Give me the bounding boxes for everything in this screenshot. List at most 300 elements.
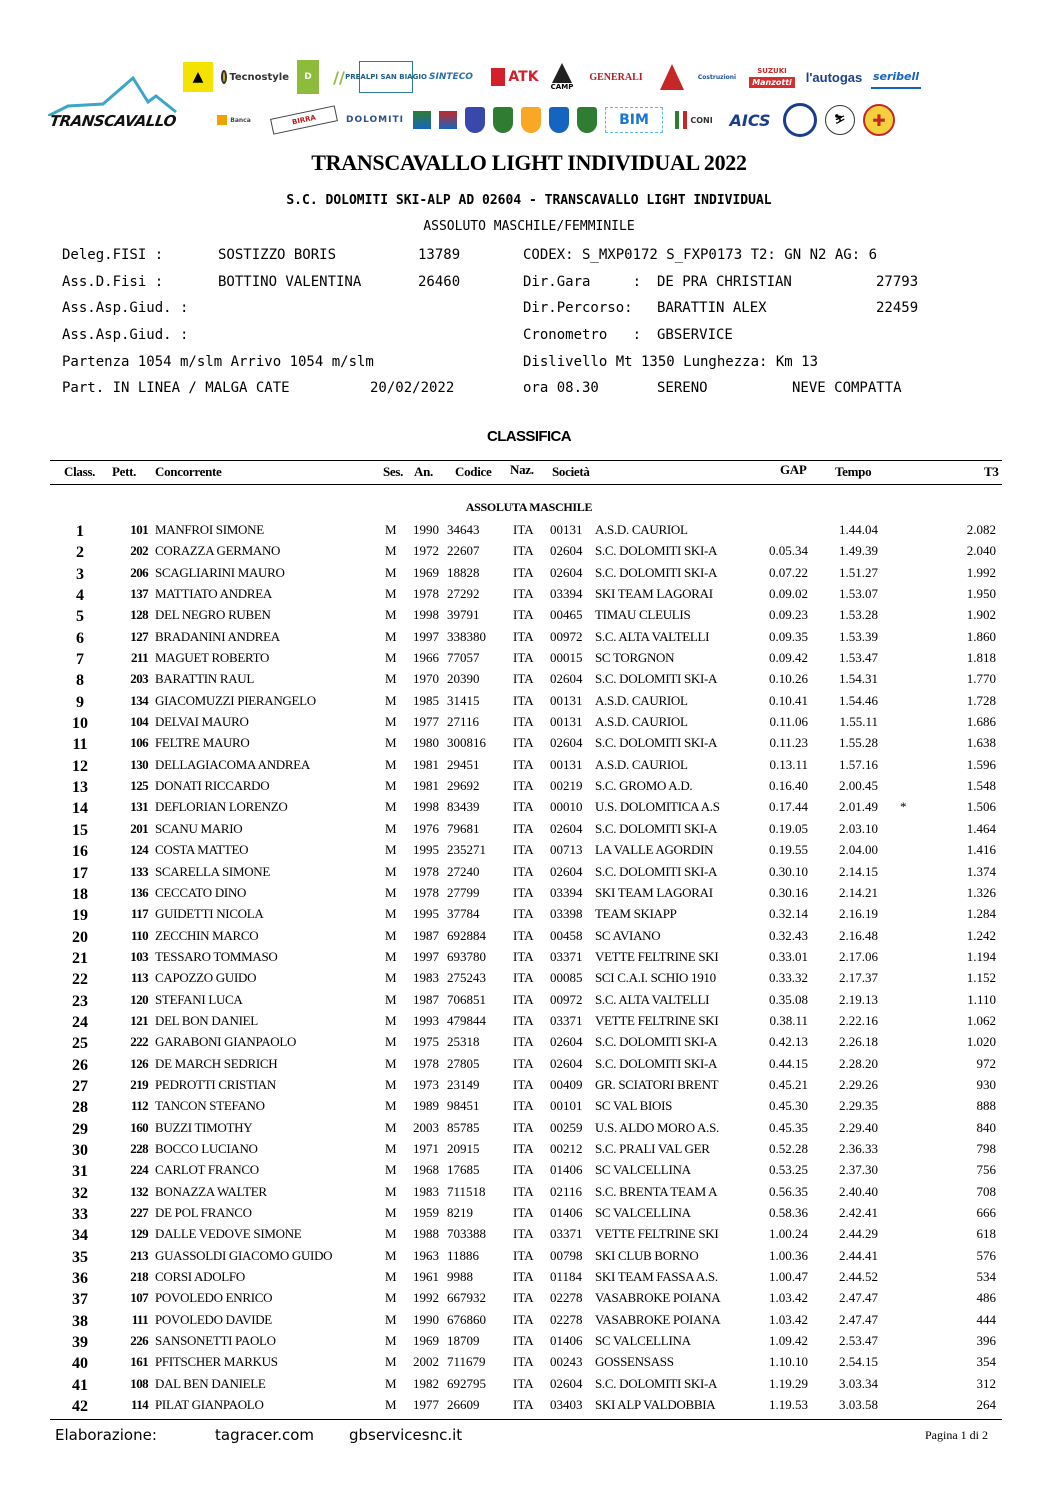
fisi-code: 338380 — [447, 628, 486, 644]
col-pett: Pett. — [112, 464, 137, 479]
bib: 129 — [130, 1226, 148, 1242]
rank: 29 — [72, 1120, 88, 1138]
birth-year: 1976 — [413, 820, 439, 836]
nation: ITA — [513, 543, 534, 559]
comune-coat-of-arms-icon — [493, 107, 513, 133]
athlete-name: CAPOZZO GUIDO — [155, 970, 257, 986]
gap: 0.44.15 — [769, 1055, 808, 1071]
fischer-logo: ▲ — [183, 62, 213, 92]
fisi-code: 27116 — [447, 714, 480, 730]
rank: 12 — [72, 757, 88, 775]
sex: M — [385, 1354, 397, 1370]
fisi-code: 29692 — [447, 778, 480, 794]
nation: ITA — [513, 820, 534, 836]
gap: 1.09.42 — [769, 1333, 808, 1349]
fisi-code: 18828 — [447, 564, 480, 580]
time: 2.14.21 — [839, 884, 878, 900]
rank: 14 — [72, 800, 88, 818]
gap: 0.16.40 — [769, 778, 808, 794]
rank: 9 — [76, 693, 84, 711]
club-code: 01406 — [550, 1205, 583, 1220]
sex: M — [385, 1269, 397, 1285]
club-name: SC TORGNON — [595, 650, 675, 666]
club-name: SC VAL BIOIS — [595, 1098, 673, 1114]
sex: M — [385, 906, 397, 922]
gap: 0.33.01 — [769, 948, 808, 964]
club-code: 02604 — [550, 1375, 583, 1391]
sex: M — [385, 1247, 397, 1263]
nation: ITA — [513, 522, 534, 537]
rank: 38 — [72, 1312, 88, 1330]
t3-points: 1.152 — [966, 970, 996, 986]
fisi-code: 77057 — [447, 650, 480, 666]
fisi-code: 692884 — [447, 927, 486, 943]
asp-giud-label-2: Ass.Asp.Giud. : — [62, 327, 189, 343]
club-code: 03403 — [550, 1397, 583, 1413]
bib: 111 — [131, 1311, 148, 1327]
bib: 114 — [131, 1397, 148, 1413]
club-code: 03371 — [550, 1226, 583, 1242]
club-code: 00798 — [550, 1247, 583, 1263]
t3-points: 1.686 — [966, 714, 996, 730]
birth-year: 1981 — [413, 756, 439, 772]
table-row — [0, 1267, 1058, 1288]
table-row — [0, 1118, 1058, 1139]
nation: ITA — [513, 1397, 534, 1413]
fisi-code: 703388 — [447, 1226, 486, 1242]
sex: M — [385, 842, 397, 858]
sex: M — [385, 1226, 397, 1242]
athlete-name: TESSARO TOMMASO — [155, 948, 278, 964]
fisi-code: 37784 — [447, 906, 480, 922]
gap: 1.00.24 — [769, 1226, 808, 1242]
gap: 0.17.44 — [769, 799, 808, 815]
rank: 11 — [72, 736, 88, 754]
table-row — [0, 1288, 1058, 1309]
sex: M — [385, 991, 397, 1007]
club-code: 00458 — [550, 927, 583, 943]
rank: 26 — [72, 1056, 88, 1074]
dirpercorso-label: Dir.Percorso: — [523, 300, 633, 316]
asp-giud-label-1: Ass.Asp.Giud. : — [62, 300, 189, 316]
birth-year: 1975 — [413, 1034, 439, 1050]
gap: 0.32.43 — [769, 927, 808, 943]
club-name: SC VALCELLINA — [595, 1333, 691, 1349]
club-code: 00085 — [550, 970, 583, 986]
t3-points: 354 — [976, 1354, 996, 1370]
club-code: 00010 — [550, 799, 583, 815]
fisi-code: 9988 — [447, 1269, 473, 1285]
club-name: GOSSENSASS — [595, 1354, 674, 1370]
rank: 6 — [76, 629, 84, 647]
gap: 0.42.13 — [769, 1034, 808, 1050]
costruzioni-logo: Costruzioni — [697, 73, 737, 81]
rank: 16 — [72, 843, 88, 861]
nation: ITA — [513, 1055, 534, 1071]
time: 2.28.20 — [839, 1055, 878, 1071]
t3-points: 1.638 — [966, 735, 996, 751]
t3-points: 1.992 — [966, 564, 996, 580]
sex: M — [385, 586, 397, 602]
time: 2.47.47 — [839, 1311, 878, 1327]
athlete-name: MAGUET ROBERTO — [155, 650, 270, 666]
athlete-name: DE POL FRANCO — [155, 1205, 252, 1220]
athlete-name: BOCCO LUCIANO — [155, 1140, 258, 1156]
birth-year: 1987 — [413, 927, 439, 943]
nation: ITA — [513, 1226, 534, 1242]
club-code: 02604 — [550, 863, 583, 879]
club-name: U.S. DOLOMITICA A.S — [595, 799, 720, 815]
table-row — [0, 1160, 1058, 1181]
club-name: SKI TEAM LAGORAI — [595, 586, 713, 602]
birth-year: 1970 — [413, 671, 439, 687]
birth-year: 1973 — [413, 1076, 439, 1092]
athlete-name: DALLE VEDOVE SIMONE — [155, 1226, 302, 1242]
club-name: VASABROKE POIANA — [595, 1311, 721, 1327]
t3-points: 1.416 — [966, 842, 996, 858]
athlete-name: DEL BON DANIEL — [155, 1012, 258, 1028]
birth-year: 1988 — [413, 1226, 439, 1242]
sex: M — [385, 948, 397, 964]
table-row — [0, 840, 1058, 861]
table-row — [0, 669, 1058, 690]
bib: 131 — [130, 799, 148, 815]
bib: 107 — [130, 1290, 148, 1306]
table-row — [0, 1374, 1058, 1395]
sex: M — [385, 1098, 397, 1114]
table-row — [0, 862, 1058, 883]
bib: 132 — [130, 1183, 148, 1199]
bib: 124 — [130, 842, 148, 858]
gap: 0.05.34 — [769, 543, 808, 559]
birth-year: 1997 — [413, 628, 439, 644]
club-code: 02604 — [550, 564, 583, 580]
sex: M — [385, 970, 397, 986]
footer-site-tagracer[interactable]: tagracer.com — [215, 1426, 315, 1444]
bib: 108 — [130, 1375, 148, 1391]
gap: 0.53.25 — [769, 1162, 808, 1178]
col-naz: Naz. — [510, 462, 534, 477]
regione-logo — [439, 111, 457, 129]
t3-points: 1.596 — [966, 756, 996, 772]
footer-elaborazione: Elaborazione: — [55, 1426, 157, 1444]
nation: ITA — [513, 756, 534, 772]
table-row — [0, 1331, 1058, 1352]
gap: 0.30.10 — [769, 863, 808, 879]
fisi-code: 79681 — [447, 820, 480, 836]
deleg-label: Deleg.FISI : — [62, 247, 164, 263]
dolomiti-logo: DOLOMITI — [346, 115, 404, 125]
fisi-code: 667932 — [447, 1290, 486, 1306]
athlete-name: SCANU MARIO — [155, 820, 243, 836]
gap: 0.45.35 — [769, 1119, 808, 1135]
athlete-name: SCAGLIARINI MAURO — [155, 564, 285, 580]
club-code: 02278 — [550, 1290, 583, 1306]
table-row — [0, 1395, 1058, 1416]
t3-points: 708 — [976, 1183, 996, 1199]
sex: M — [385, 884, 397, 900]
fisi-code: 20390 — [447, 671, 480, 687]
t3-points: 756 — [976, 1162, 996, 1178]
sex: M — [385, 927, 397, 943]
dirgara-label: Dir.Gara : — [523, 274, 642, 290]
time: 2.19.13 — [839, 991, 878, 1007]
nation: ITA — [513, 1162, 534, 1178]
fisi-code: 235271 — [447, 842, 486, 858]
comune-coat-of-arms-icon — [577, 107, 597, 133]
birth-year: 1990 — [413, 522, 439, 537]
race-subtitle: S.C. DOLOMITI SKI-ALP AD 02604 - TRANSCAVALLO LIGHT INDIVIDUAL — [286, 193, 772, 208]
bib: 117 — [131, 906, 148, 922]
bib: 203 — [130, 671, 148, 687]
club-code: 00131 — [550, 714, 583, 730]
rank: 4 — [76, 587, 84, 605]
fisi-code: 29451 — [447, 756, 480, 772]
club-code: 02116 — [550, 1183, 583, 1199]
rank: 35 — [72, 1248, 88, 1266]
sex: M — [385, 543, 397, 559]
time: 1.53.47 — [839, 650, 878, 666]
sex: M — [385, 692, 397, 708]
nation: ITA — [513, 607, 534, 623]
bib: 137 — [130, 586, 148, 602]
gap: 0.30.16 — [769, 884, 808, 900]
bib: 101 — [130, 522, 148, 537]
birth-year: 1963 — [413, 1247, 439, 1263]
rank: 34 — [72, 1227, 88, 1245]
fisi-code: 275243 — [447, 970, 486, 986]
sex: M — [385, 714, 397, 730]
fisi-code: 300816 — [447, 735, 486, 751]
category-subtitle: ASSOLUTO MASCHILE/FEMMINILE — [423, 219, 635, 234]
nation: ITA — [513, 1333, 534, 1349]
club-name: TEAM SKIAPP — [595, 906, 677, 922]
athlete-name: CORAZZA GERMANO — [155, 543, 281, 559]
nation: ITA — [513, 1247, 534, 1263]
fisi-code: 711518 — [447, 1183, 486, 1199]
athlete-name: MANFROI SIMONE — [155, 522, 264, 537]
rank: 41 — [72, 1376, 88, 1394]
table-row — [0, 883, 1058, 904]
fisi-code: 27240 — [447, 863, 480, 879]
t3-points: 486 — [976, 1290, 996, 1306]
athlete-name: MATTIATO ANDREA — [155, 586, 272, 602]
fisi-code: 693780 — [447, 948, 486, 964]
table-row — [0, 1224, 1058, 1245]
time: 2.29.40 — [839, 1119, 878, 1135]
fisi-code: 676860 — [447, 1311, 486, 1327]
club-code: 03394 — [550, 586, 583, 602]
gap: 0.58.36 — [769, 1205, 808, 1220]
club-code: 00259 — [550, 1119, 583, 1135]
time: 1.57.16 — [839, 756, 878, 772]
table-row — [0, 1203, 1058, 1224]
nation: ITA — [513, 692, 534, 708]
club-name: S.C. GROMO A.D. — [595, 778, 693, 794]
table-row — [0, 733, 1058, 754]
col-concorrente: Concorrente — [155, 464, 222, 479]
fisi-code: 27799 — [447, 884, 480, 900]
table-row — [0, 648, 1058, 669]
deleg-code: 13789 — [418, 247, 461, 263]
sex: M — [385, 1290, 397, 1306]
race-time: ora 08.30 — [523, 380, 599, 396]
t3-points: 1.020 — [966, 1034, 996, 1050]
table-row — [0, 990, 1058, 1011]
fisi-logo — [783, 103, 817, 137]
nation: ITA — [513, 884, 534, 900]
transcavallo-logo — [48, 76, 183, 132]
t3-points: 1.110 — [967, 991, 996, 1007]
sex: M — [385, 650, 397, 666]
prealpi-logo: PREALPI SAN BIAGIO — [359, 61, 413, 93]
table-row — [0, 1310, 1058, 1331]
table-row — [0, 1011, 1058, 1032]
fisi-code: 8219 — [447, 1205, 473, 1220]
nation: ITA — [513, 927, 534, 943]
sex: M — [385, 1012, 397, 1028]
fisi-code: 18709 — [447, 1333, 480, 1349]
time: 2.16.19 — [839, 906, 878, 922]
suzuki-manzotti-logo: SUZUKI Manzotti — [747, 62, 797, 92]
athlete-name: POVOLEDO ENRICO — [155, 1290, 273, 1306]
rank: 25 — [72, 1035, 88, 1053]
time: 2.03.10 — [839, 820, 878, 836]
t3-points: 2.040 — [966, 543, 996, 559]
weather: SERENO — [657, 380, 708, 396]
gap: 0.11.23 — [769, 735, 808, 751]
club-name: LA VALLE AGORDIN — [595, 842, 714, 858]
viel-logo — [657, 62, 687, 92]
gap: 0.09.42 — [769, 650, 808, 666]
athlete-name: BRADANINI ANDREA — [155, 628, 280, 644]
club-name: S.C. ALTA VALTELLI — [595, 628, 710, 644]
gap: 0.35.08 — [769, 991, 808, 1007]
athlete-name: DEFLORIAN LORENZO — [155, 799, 288, 815]
bib: 104 — [130, 714, 148, 730]
club-name: A.S.D. CAURIOL — [595, 692, 688, 708]
t3-points: 618 — [976, 1226, 996, 1242]
dirpercorso-name: BARATTIN ALEX — [657, 300, 767, 316]
sex: M — [385, 1333, 397, 1349]
time: 1.53.07 — [839, 586, 878, 602]
birth-year: 1978 — [413, 884, 439, 900]
codex: CODEX: S_MXP0172 S_FXP0173 T2: GN N2 AG: 6 — [523, 247, 878, 263]
bib: 218 — [130, 1269, 148, 1285]
time: 3.03.58 — [839, 1397, 878, 1413]
nation: ITA — [513, 1354, 534, 1370]
t3-points: 1.860 — [966, 628, 996, 644]
table-row — [0, 605, 1058, 626]
sex: M — [385, 1162, 397, 1178]
athlete-name: CECCATO DINO — [155, 884, 247, 900]
club-name: S.C. BRENTA TEAM A — [595, 1183, 718, 1199]
time: 1.54.31 — [839, 671, 878, 687]
dirgara-name: DE PRA CHRISTIAN — [657, 274, 792, 290]
bib: 228 — [130, 1140, 148, 1156]
gap: 0.45.30 — [769, 1098, 808, 1114]
t3-points: 1.242 — [966, 927, 996, 943]
sex: M — [385, 1397, 397, 1413]
bib: 112 — [131, 1098, 148, 1114]
club-code: 01184 — [550, 1269, 583, 1285]
birth-year: 1971 — [413, 1140, 439, 1156]
time: 2.53.47 — [839, 1333, 878, 1349]
sponsor-logos-row-1 — [183, 60, 921, 94]
club-code: 01406 — [550, 1333, 583, 1349]
banca-logo: Banca — [205, 105, 263, 135]
club-code: 00409 — [550, 1076, 583, 1092]
birth-year: 1998 — [413, 799, 439, 815]
col-tempo: Tempo — [835, 464, 872, 479]
club-code: 03394 — [550, 884, 583, 900]
birth-year: 1990 — [413, 1311, 439, 1327]
club-name: SCI C.A.I. SCHIO 1910 — [595, 970, 716, 986]
birth-year: 1995 — [413, 906, 439, 922]
skier-icon: ⛷ — [825, 105, 855, 135]
club-name: S.C. ALTA VALTELLI — [595, 991, 710, 1007]
club-name: TIMAU CLEULIS — [595, 607, 691, 623]
nation: ITA — [513, 1098, 534, 1114]
fisi-code: 23149 — [447, 1076, 480, 1092]
bib: 130 — [130, 756, 148, 772]
footer-site-gbservice[interactable]: gbservicesnc.it — [349, 1426, 463, 1444]
fisi-code: 27805 — [447, 1055, 480, 1071]
athlete-name: FELTRE MAURO — [155, 735, 250, 751]
club-name: S.C. DOLOMITI SKI-A — [595, 1055, 718, 1071]
sex: M — [385, 799, 397, 815]
time: 2.36.33 — [839, 1140, 878, 1156]
t3-points: 1.194 — [966, 948, 996, 964]
sinteco-logo: SINTECO — [429, 72, 473, 82]
birth-year: 2003 — [413, 1119, 439, 1135]
gap: 1.00.47 — [769, 1269, 808, 1285]
birth-year: 1959 — [413, 1205, 439, 1220]
footer — [0, 1426, 1058, 1450]
bib: 128 — [130, 607, 148, 623]
athlete-name: DEL NEGRO RUBEN — [155, 607, 271, 623]
club-name: SKI ALP VALDOBBIA — [595, 1397, 716, 1413]
club-code: 00131 — [550, 522, 583, 537]
t3-points: 1.770 — [966, 671, 996, 687]
time: 1.51.27 — [839, 564, 878, 580]
time: 1.55.11 — [839, 714, 878, 730]
gap: 0.33.32 — [769, 970, 808, 986]
table-row — [0, 1032, 1058, 1053]
rank: 18 — [72, 885, 88, 903]
rank: 20 — [72, 928, 88, 946]
nation: ITA — [513, 970, 534, 986]
rank: 24 — [72, 1013, 88, 1031]
gap: 0.09.02 — [769, 586, 808, 602]
time: 2.44.41 — [839, 1247, 878, 1263]
dirgara-code: 27793 — [876, 274, 919, 290]
rank: 32 — [72, 1184, 88, 1202]
autogas-logo: l'autogas — [805, 69, 863, 85]
time: 1.53.28 — [839, 607, 878, 623]
bib: 125 — [130, 778, 148, 794]
t3-points: 444 — [976, 1311, 996, 1327]
table-row — [0, 776, 1058, 797]
nation: ITA — [513, 1183, 534, 1199]
athlete-name: COSTA MATTEO — [155, 842, 249, 858]
bib: 211 — [131, 650, 148, 666]
birth-year: 1966 — [413, 650, 439, 666]
gap: 1.03.42 — [769, 1290, 808, 1306]
rank: 33 — [72, 1206, 88, 1223]
rank: 2 — [76, 544, 84, 562]
athlete-name: ZECCHIN MARCO — [155, 927, 259, 943]
